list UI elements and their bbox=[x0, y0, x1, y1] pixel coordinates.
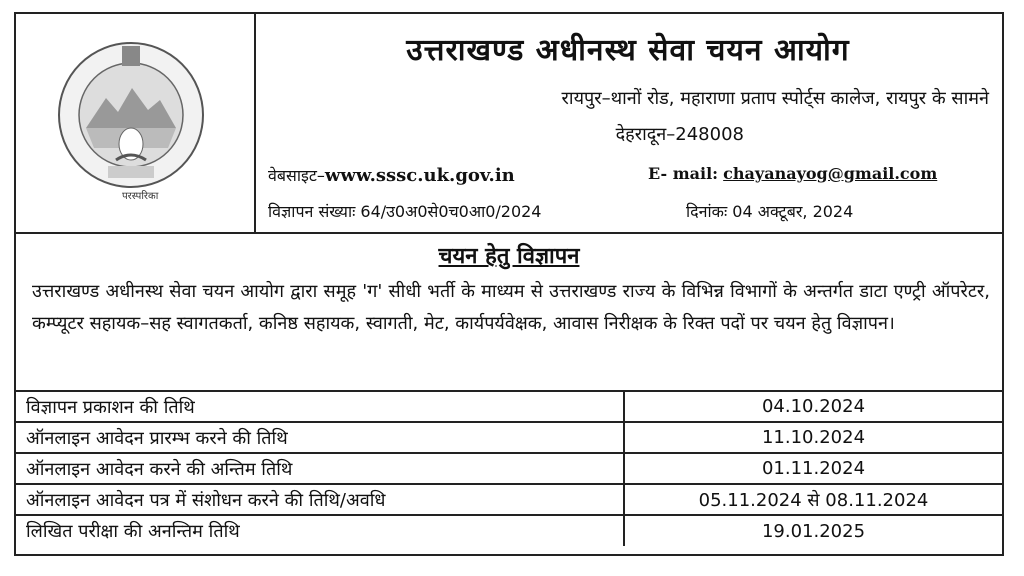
date-value: 04.10.2024 bbox=[624, 391, 1002, 422]
date-value: 05.11.2024 से 08.11.2024 bbox=[624, 484, 1002, 515]
table-row bbox=[16, 422, 1002, 453]
address-line-2: देहरादून–248008 bbox=[615, 124, 744, 145]
table-row bbox=[16, 515, 1002, 546]
advertisement-sheet bbox=[14, 12, 1004, 556]
date-label: ऑनलाइन आवेदन करने की अन्तिम तिथि bbox=[16, 453, 624, 484]
letterhead bbox=[16, 14, 1002, 234]
advertisement-paragraph: उत्तराखण्ड अधीनस्थ सेवा चयन आयोग द्वारा समूह 'ग' सीधी भर्ती के माध्यम से उत्तराखण्ड राज्य के विभिन्न विभागों के अन्तर्गत डाटा एण्ट्री ऑपरेटर, कम्प्यूटर सहायक–सह स्वागतकर्ता, कनिष्ठ सहायक, स्वागती, मेट, कार्यपर्यवेक्षक, आवास निरीक्षक के रिक्त पदों पर चयन हेतु विज्ञापन। bbox=[32, 281, 990, 334]
email-link[interactable]: chayanayog@gmail.com bbox=[723, 164, 938, 183]
logo-cell bbox=[16, 14, 256, 232]
table-row bbox=[16, 453, 1002, 484]
advertisement-number: विज्ञापन संख्याः 64/उ0अ0से0च0आ0/2024 bbox=[268, 202, 542, 221]
address-line-1: रायपुर–थानों रोड, महाराणा प्रताप स्पोर्ट्स कालेज, रायपुर के सामने bbox=[561, 88, 989, 109]
important-dates-table bbox=[16, 390, 1002, 546]
table-row bbox=[16, 391, 1002, 422]
advertisement-heading-text: चयन हेतु विज्ञापन bbox=[438, 244, 580, 269]
website-line bbox=[268, 164, 515, 186]
email-line bbox=[648, 164, 937, 183]
date-label: विज्ञापन प्रकाशन की तिथि bbox=[16, 391, 624, 422]
advertisement-heading bbox=[16, 240, 1002, 270]
date-value: 01.11.2024 bbox=[624, 453, 1002, 484]
date-label: लिखित परीक्षा की अनन्तिम तिथि bbox=[16, 515, 624, 546]
advertisement-date: दिनांकः 04 अक्टूबर, 2024 bbox=[686, 202, 854, 221]
date-label: ऑनलाइन आवेदन पत्र में संशोधन करने की तिथि/अवधि bbox=[16, 484, 624, 515]
date-label: ऑनलाइन आवेदन प्रारम्भ करने की तिथि bbox=[16, 422, 624, 453]
table-row bbox=[16, 484, 1002, 515]
commission-emblem-icon bbox=[56, 40, 206, 190]
email-label: E- mail: bbox=[648, 164, 719, 183]
date-value: 19.01.2025 bbox=[624, 515, 1002, 546]
website-label: वेबसाइट– bbox=[268, 166, 325, 185]
emblem-motto: परस्परिका bbox=[122, 191, 159, 202]
date-value: 11.10.2024 bbox=[624, 422, 1002, 453]
organization-title: उत्तराखण्ड अधीनस्थ सेवा चयन आयोग bbox=[406, 33, 850, 68]
website-link[interactable]: www.sssc.uk.gov.in bbox=[324, 165, 515, 186]
